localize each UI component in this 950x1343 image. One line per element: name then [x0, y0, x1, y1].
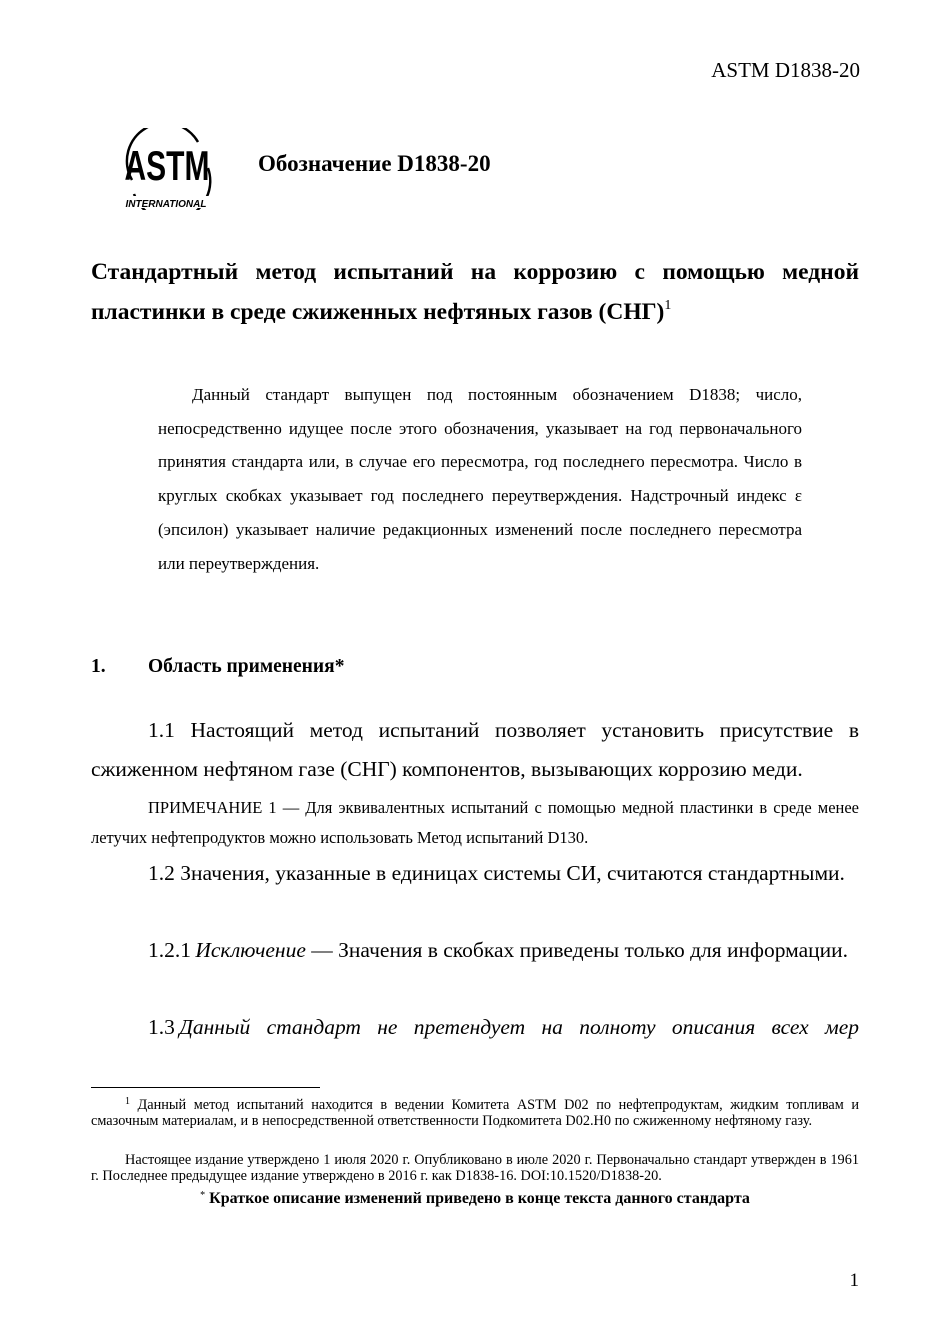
footnote-text: Краткое описание изменений приведено в конце текста данного стандарта: [209, 1190, 750, 1207]
footnote-edition: Настоящее издание утверждено 1 июля 2020 г. Опубликовано в июле 2020 г. Первоначально стандарт утвержден в 1961 г. Последнее предыдущее издание утверждено в 2016 г. как D1838-16. DOI:10.1520/D1838-20.: [91, 1152, 859, 1185]
logo-text: ASTM: [124, 141, 210, 190]
logo-subtext: INTERNATIONAL: [125, 199, 207, 210]
note-1: ПРИМЕЧАНИЕ 1 — Для эквивалентных испытаний с помощью медной пластинки в среде менее летучих нефтепродуктов можно использовать Метод испытаний D130.: [91, 798, 859, 847]
title-text: Стандартный метод испытаний на коррозию с помощью медной пластинки в среде сжиженных нефтяных газов (СНГ): [91, 259, 859, 325]
section-number: 1.: [91, 656, 106, 677]
exception-label: Исключение: [195, 938, 306, 962]
standard-notice: Данный стандарт выпущен под постоянным обозначением D1838; число, непосредственно идущее после этого обозначения, указывает на год первоначального принятия стандарта или, в случае его пересмотра, год последнего пересмотра. Число в круглых скобках указывает год последнего переутверждения. Надстрочный индекс ε (эпсилон) указывает наличие редакционных изменений после последнего пересмотра или переутверждения.: [158, 385, 802, 573]
footnote-text: Данный метод испытаний находится в ведении Комитета ASTM D02 по нефтепродуктам, жидким топливам и смазочным материалам, и в непосредственной ответственности Подкомитета D02.H0 по сжиженному нефтяному газу.: [91, 1097, 859, 1130]
document-title: [91, 252, 859, 332]
paragraph-1-1: 1.1 Настоящий метод испытаний позволяет установить присутствие в сжиженном нефтяном газе (СНГ) компонентов, вызывающих коррозию меди.: [91, 718, 859, 781]
astm-logo: [120, 128, 212, 210]
section-title: Область применения*: [148, 656, 345, 677]
paragraph-text: — Значения в скобках приведены только для информации.: [305, 938, 849, 962]
title-footnote-ref: 1: [664, 298, 672, 313]
page-number: 1: [849, 1270, 859, 1291]
footnote-1: [91, 1097, 859, 1130]
footnote-mark: *: [200, 1190, 206, 1201]
footnote-summary: [91, 1190, 859, 1208]
paragraph-number: 1.2.1: [148, 938, 191, 962]
footnote-mark: 1: [125, 1096, 130, 1107]
document-code: ASTM D1838-20: [711, 58, 860, 82]
footnote-divider: [91, 1087, 320, 1088]
paragraph-1-3: [91, 1008, 859, 1047]
designation: Обозначение D1838-20: [258, 151, 491, 176]
paragraph-1-2: 1.2 Значения, указанные в единицах системы СИ, считаются стандартными.: [148, 861, 845, 885]
paragraph-number: 1.3: [148, 1015, 175, 1039]
paragraph-1-2-1: [91, 931, 859, 970]
paragraph-text: Данный стандарт не претендует на полноту описания всех мер: [179, 1015, 859, 1039]
